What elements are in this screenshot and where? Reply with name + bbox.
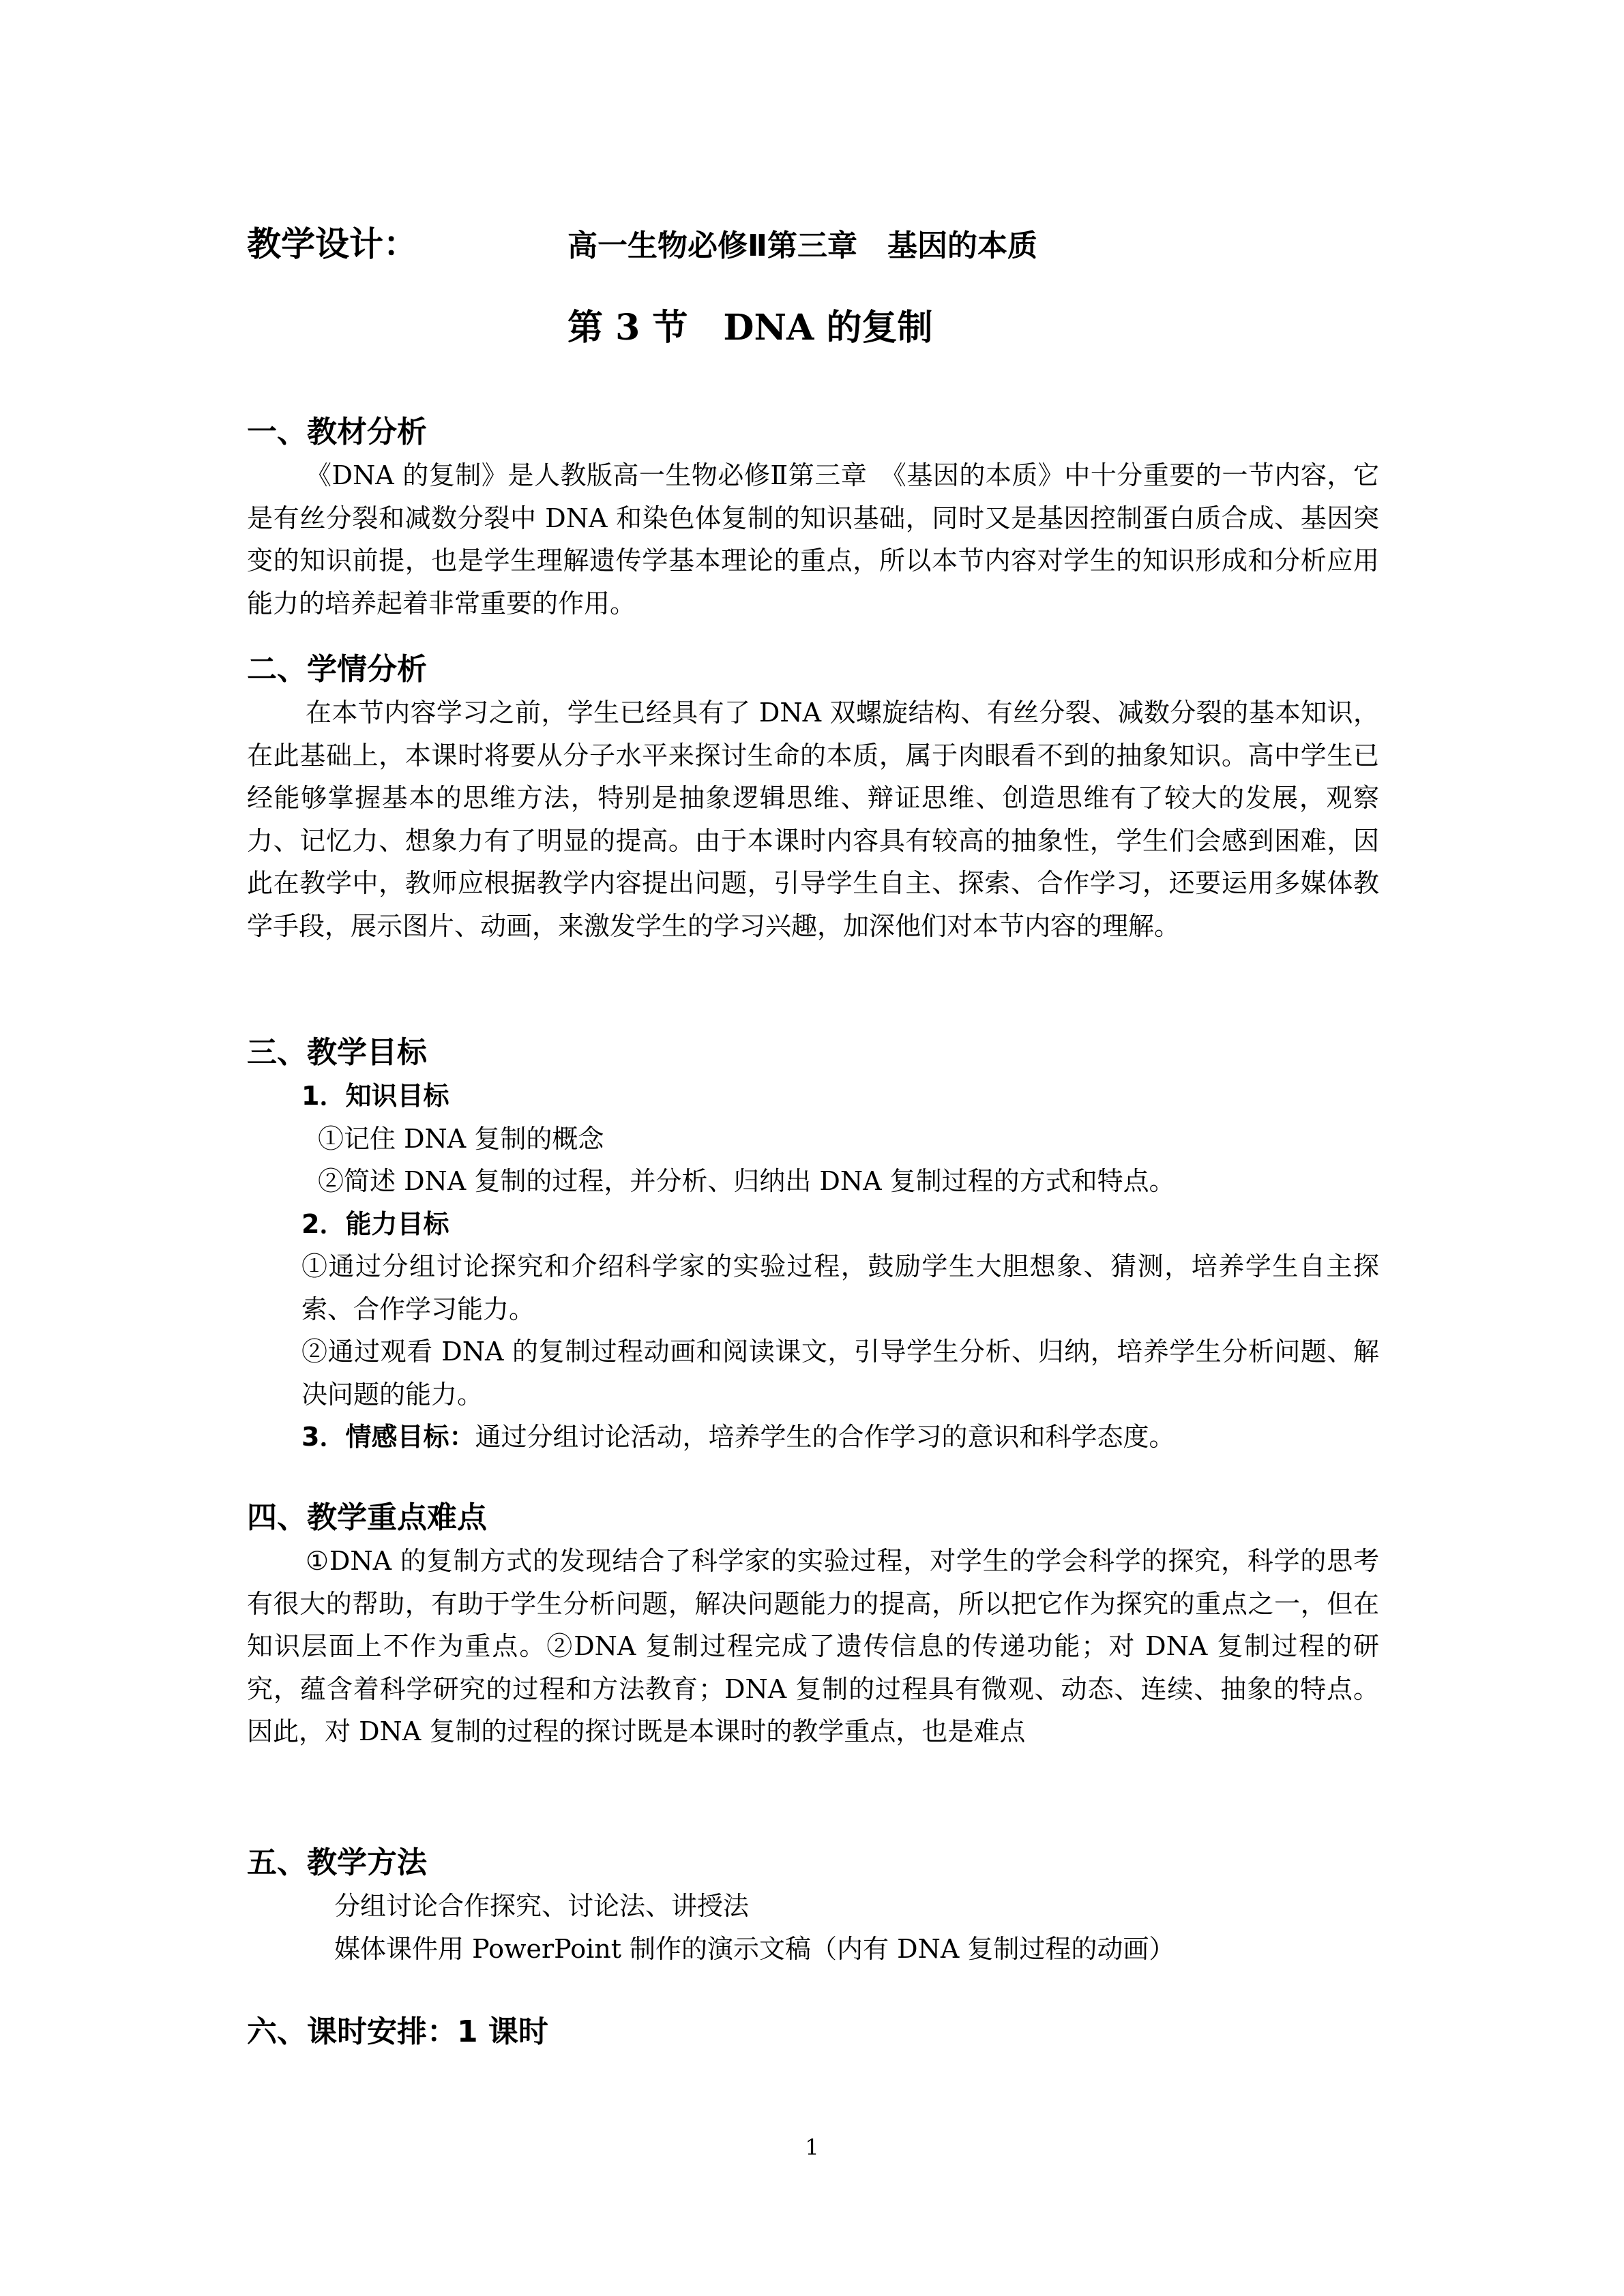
ability-goal-heading: 2．能力目标 [301, 1208, 449, 1239]
method-line: 分组讨论合作探究、讨论法、讲授法 [334, 1891, 750, 1921]
section-student-analysis [247, 648, 1379, 947]
section-heading: 二、学情分析 [247, 652, 427, 687]
method-line: 媒体课件用 PowerPoint 制作的演示文稿（内有 DNA 复制过程的动画） [334, 1933, 1175, 1964]
section-heading: 四、教学重点难点 [247, 1500, 487, 1535]
knowledge-goal-heading: 1．知识目标 [301, 1081, 449, 1111]
emotion-goal [247, 1416, 1379, 1459]
section-heading: 六、课时安排：1 课时 [247, 2014, 548, 2049]
ability-goal-item: ②通过观看 DNA 的复制过程动画和阅读课文，引导学生分析、归纳，培养学生分析问题、解决问题的能力。 [301, 1337, 1379, 1410]
header-label: 教学设计： [247, 224, 417, 264]
section-key-points [247, 1496, 1379, 1753]
section-teaching-goals [247, 1031, 1379, 1459]
page-title: 第 3 节 DNA 的复制 [567, 307, 933, 348]
section-body: ①DNA 的复制方式的发现结合了科学家的实验过程，对学生的学会科学的探究，科学的思考有很大的帮助，有助于学生分析问题，解决问题能力的提高，所以把它作为探究的重点之一，但在知识层面上不作为重点。②DNA 复制过程完成了遗传信息的传递功能；对 DNA 复制过程的研究，蕴含着科学研究的过程和方法教育；DNA 复制的过程具有微观、动态、连续、抽象的特点。因此，对 DNA 复制的过程的探讨既是本课时的教学重点，也是难点 [247, 1546, 1379, 1746]
knowledge-goal-item: ②简述 DNA 复制的过程，并分析、归纳出 DNA 复制过程的方式和特点。 [318, 1166, 1175, 1196]
knowledge-goal-item: ①记住 DNA 复制的概念 [318, 1123, 604, 1154]
section-heading: 一、教材分析 [247, 415, 427, 449]
header-course: 高一生物必修Ⅱ第三章 基因的本质 [567, 228, 1037, 263]
document-header [247, 217, 1406, 265]
page-number: 1 [805, 2134, 819, 2160]
section-body: 在本节内容学习之前，学生已经具有了 DNA 双螺旋结构、有丝分裂、减数分裂的基本知识，在此基础上，本课时将要从分子水平来探讨生命的本质，属于肉眼看不到的抽象知识。高中学生已经能够掌握基本的思维方法，特别是抽象逻辑思维、辩证思维、创造思维有了较大的发展，观察力、记忆力、想象力有了明显的提高。由于本课时内容具有较高的抽象性，学生们会感到困难，因此在教学中，教师应根据教学内容提出问题，引导学生自主、探索、合作学习，还要运用多媒体教学手段，展示图片、动画，来激发学生的学习兴趣，加深他们对本节内容的理解。 [247, 698, 1379, 941]
section-heading: 三、教学目标 [247, 1035, 427, 1070]
emotion-goal-text: 通过分组讨论活动，培养学生的合作学习的意识和科学态度。 [475, 1422, 1175, 1452]
section-heading: 五、教学方法 [247, 1845, 427, 1880]
section-teaching-methods [247, 1841, 1379, 1970]
ability-goal-item: ①通过分组讨论探究和介绍科学家的实验过程，鼓励学生大胆想象、猜测，培养学生自主探索、合作学习能力。 [301, 1251, 1379, 1324]
emotion-goal-heading: 3．情感目标： [301, 1422, 475, 1452]
section-body: 《DNA 的复制》是人教版高一生物必修Ⅱ第三章 《基因的本质》中十分重要的一节内容，它是有丝分裂和减数分裂中 DNA 和染色体复制的知识基础，同时又是基因控制蛋白质合成、基因突变的知识前提，也是学生理解遗传学基本理论的重点，所以本节内容对学生的知识形成和分析应用能力的培养起着非常重要的作用。 [247, 460, 1379, 618]
section-textbook-analysis [247, 411, 1379, 625]
section-schedule [247, 2010, 1379, 2054]
